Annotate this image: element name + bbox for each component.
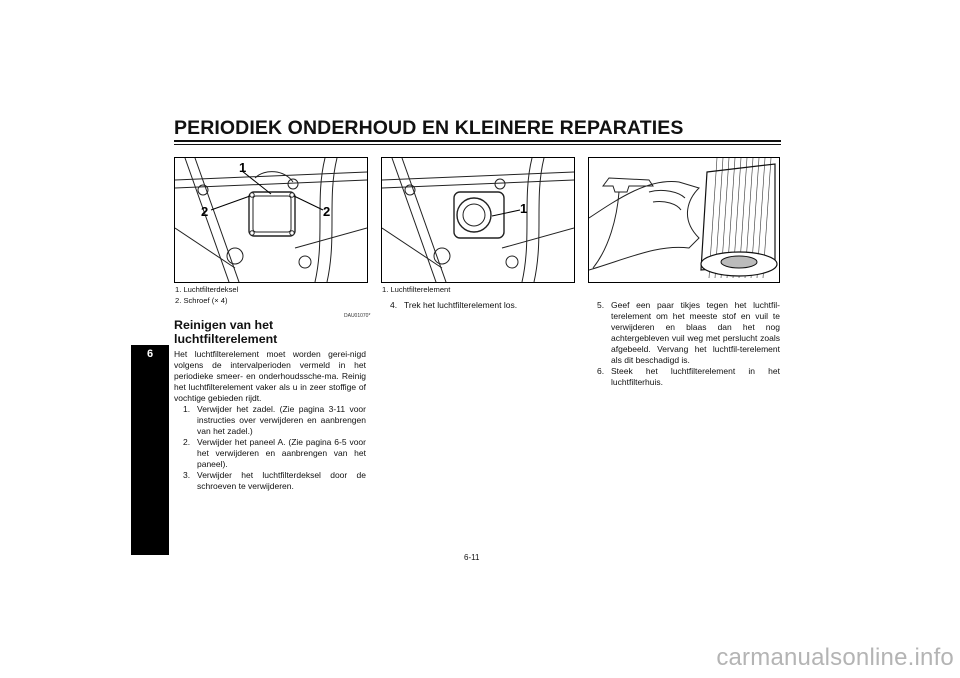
step-number: 1. xyxy=(183,404,191,414)
step-text: Verwijder het paneel A. (Zie pagina 6-5 voor het verwijderen en aanbrengen van het paneel). xyxy=(197,437,366,469)
figure-compressed-air-cleaning xyxy=(588,157,780,283)
figure-1-caption-2: 2. Schroef (× 4) xyxy=(175,296,228,305)
list-item xyxy=(174,437,366,470)
step-text: Verwijder het luchtfilterdeksel door de schroeven te verwijderen. xyxy=(197,470,366,491)
callout-1: 1 xyxy=(239,160,247,175)
column-middle xyxy=(381,300,573,311)
title-rule xyxy=(174,140,781,142)
list-item xyxy=(588,366,780,388)
chapter-tab xyxy=(131,345,169,555)
list-item xyxy=(588,300,780,366)
steps-list-3 xyxy=(588,300,780,388)
section-heading: Reinigen van het luchtfilterelement xyxy=(174,318,278,346)
air-filter-element-illustration xyxy=(382,158,574,282)
step-number: 3. xyxy=(183,470,191,480)
page-title: PERIODIEK ONDERHOUD EN KLEINERE REPARATIES xyxy=(174,117,684,139)
step-number: 2. xyxy=(183,437,191,447)
callout-2-right: 2 xyxy=(323,204,331,219)
step-number: 6. xyxy=(597,366,605,376)
watermark: carmanualsonline.info xyxy=(716,644,954,671)
air-filter-cover-illustration xyxy=(175,158,367,282)
figure-2-caption-1: 1. Luchtfilterelement xyxy=(382,285,451,294)
step-text: Geef een paar tikjes tegen het luchtfil-terelement om het meeste stof en vuil te verwijderen en blaas dan het nog achtergebleven vuil weg met perslucht zoals afgebeeld. Vervang het luchtfil-terelement als dit beschadigd is. xyxy=(611,300,780,365)
figure-air-filter-element xyxy=(381,157,575,283)
callout-1: 1 xyxy=(520,201,528,216)
step-number: 5. xyxy=(597,300,605,310)
steps-list-1 xyxy=(174,404,366,492)
page-number: 6-11 xyxy=(464,553,480,562)
compressed-air-cleaning-illustration xyxy=(589,158,779,282)
figure-1-caption-1: 1. Luchtfilterdeksel xyxy=(175,285,239,294)
document-code: DAU01070* xyxy=(344,313,371,319)
list-item xyxy=(381,300,573,311)
step-text: Verwijder het zadel. (Zie pagina 3-11 voor instructies over verwijderen en aanbrengen van het zadel.) xyxy=(197,404,366,436)
step-text: Steek het luchtfilterelement in het luchtfilterhuis. xyxy=(611,366,780,387)
list-item xyxy=(174,470,366,492)
chapter-number: 6 xyxy=(146,348,154,360)
step-number: 4. xyxy=(390,300,398,310)
intro-paragraph: Het luchtfilterelement moet worden gerei-nigd volgens de intervalperioden vermeld in het periodieke smeer- en onderhoudssche-ma. Reinig het luchtfilterelement vaker als u in zeer stoffige of vochtige gebieden rijdt. xyxy=(174,349,366,403)
title-rule-thin xyxy=(174,144,781,145)
figure-air-filter-cover xyxy=(174,157,368,283)
callout-2-left: 2 xyxy=(201,204,209,219)
step-text: Trek het luchtfilterelement los. xyxy=(404,300,518,310)
list-item xyxy=(174,404,366,437)
column-right xyxy=(588,300,780,388)
column-left xyxy=(174,349,366,492)
steps-list-2 xyxy=(381,300,573,311)
